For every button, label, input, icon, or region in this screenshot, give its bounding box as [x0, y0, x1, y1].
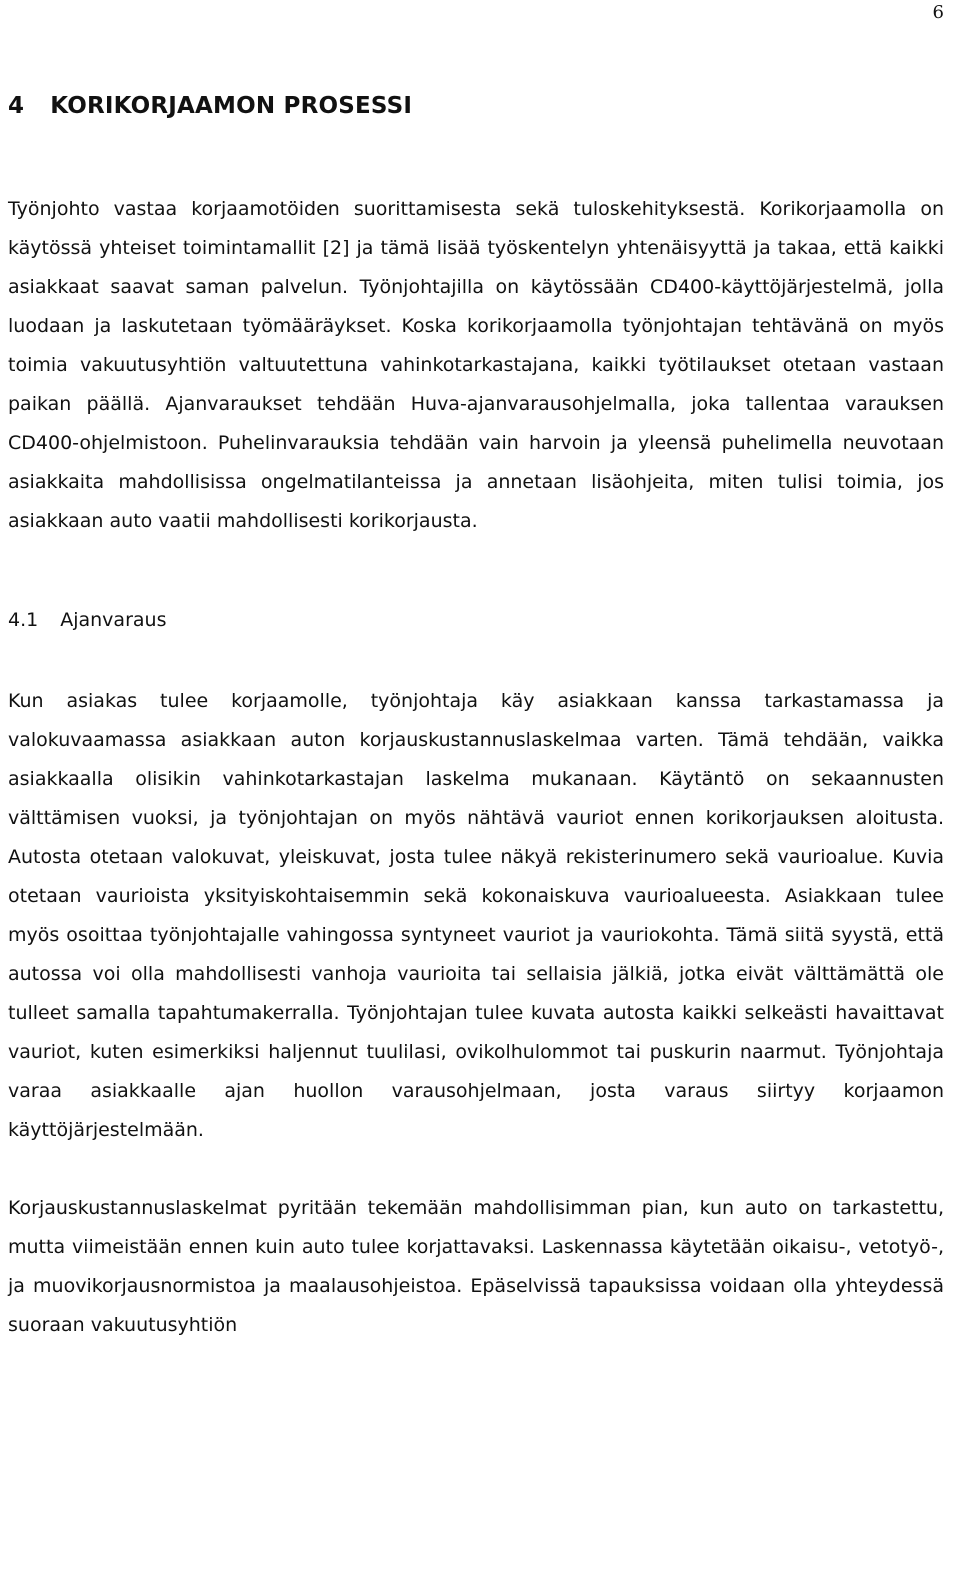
section-heading: [8, 601, 944, 640]
chapter-heading: [8, 86, 944, 126]
section-paragraph: Kun asiakas tulee korjaamolle, työnjohtaja käy asiakkaan kanssa tarkastamassa ja valokuvaamassa asiakkaan auton korjauskustannuslaskelmaa varten. Tämä tehdään, vaikka asiakkaalla olisikin vahinkotarkastajan laskelma mukanaan. Käytäntö on sekaannusten välttämisen vuoksi, ja työnjohtajan on myös nähtävä vauriot ennen korikorjauksen aloitusta. Autosta otetaan valokuvat, yleiskuvat, josta tulee näkyä rekisterinumero sekä vaurioalue. Kuvia otetaan vaurioista yksityiskohtaisemmin sekä kokonaiskuva vaurioalueesta. Asiakkaan tulee myös osoittaa työnjohtajalle vahingossa syntyneet vauriot ja vauriokohta. Tämä siitä syystä, että autossa voi olla mahdollisesti vanhoja vaurioita tai sellaisia jälkiä, jotka eivät välttämättä ole tulleet samalla tapahtumakerralla. Työnjohtajan tulee kuvata autosta kaikki selkeästi havaittavat vauriot, kuten esimerkiksi haljennut tuulilasi, ovikolhulommot tai puskurin naarmut. Työnjohtaja varaa asiakkaalle ajan huollon varausohjelmaan, josta varaus siirtyy korjaamon käyttöjärjestelmään.: [8, 690, 944, 1141]
chapter-title: KORIKORJAAMON PROSESSI: [50, 93, 413, 119]
page-number: 6: [932, 2, 944, 23]
chapter-number: 4: [8, 93, 25, 119]
intro-paragraph: Työnjohto vastaa korjaamotöiden suorittamisesta sekä tuloskehityksestä. Korikorjaamolla on käytössä yhteiset toimintamallit [2] ja tämä lisää työskentelyn yhtenäisyyttä ja takaa, että kaikki asiakkaat saavat saman palvelun. Työnjohtajilla on käytössään CD400-käyttöjärjestelmä, jolla luodaan ja laskutetaan työmääräykset. Koska korikorjaamolla työnjohtajan tehtävänä on myös toimia vakuutusyhtiön valtuutettuna vahinkotarkastajana, kaikki työtilaukset otetaan vastaan paikan päällä. Ajanvaraukset tehdään Huva-ajanvarausohjelmalla, joka tallentaa varauksen CD400-ohjelmistoon. Puhelinvarauksia tehdään vain harvoin ja yleensä puhelimella neuvotaan asiakkaita mahdollisissa ongelmatilanteissa ja annetaan lisäohjeita, miten tulisi toimia, jos asiakkaan auto vaatii mahdollisesti korikorjausta.: [8, 198, 944, 532]
section-paragraph: Korjauskustannuslaskelmat pyritään tekemään mahdollisimman pian, kun auto on tarkastettu, mutta viimeistään ennen kuin auto tulee korjattavaksi. Laskennassa käytetään oikaisu-, vetotyö-, ja muovikorjausnormistoa ja maalausohjeistoa. Epäselvissä tapauksissa voidaan olla yhteydessä suoraan vakuutusyhtiön: [8, 1197, 944, 1336]
section-number: 4.1: [8, 609, 39, 631]
section-title: Ajanvaraus: [60, 609, 167, 631]
document-body: [8, 86, 944, 1345]
